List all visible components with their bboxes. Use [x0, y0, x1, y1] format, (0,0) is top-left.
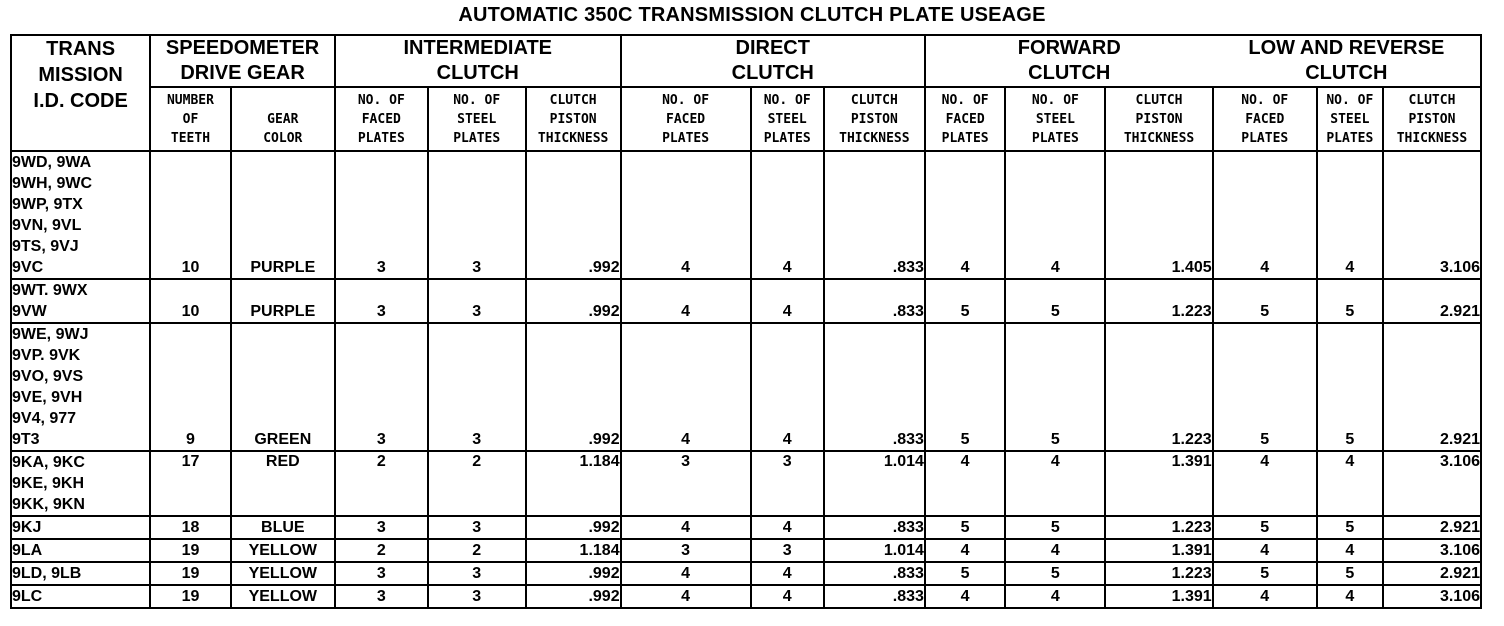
table-row: [11, 539, 1481, 562]
header-line: NO. OF: [357, 92, 405, 108]
header-line: PISTON: [1135, 111, 1183, 127]
header-line: PISTON: [549, 111, 597, 127]
cell-fwd-piston: 1.391: [1105, 539, 1212, 562]
header-line: PLATES: [763, 130, 811, 146]
header-line: PISTON: [1408, 111, 1456, 127]
header-trans-id: [11, 35, 150, 151]
cell-fwd-piston: 1.223: [1105, 516, 1212, 539]
cell-lr-faced: 4: [1213, 539, 1317, 562]
cell-lr-piston: 2.921: [1383, 323, 1481, 451]
cell-fwd-piston: 1.223: [1105, 562, 1212, 585]
cell-dir-piston: 1.014: [824, 451, 925, 516]
cell-dir-piston: .833: [824, 323, 925, 451]
trans-id-code: 9WT. 9WX: [12, 282, 88, 299]
header-line: CLUTCH: [1408, 92, 1456, 108]
cell-teeth: 9: [150, 323, 230, 451]
trans-id-code: 9KE, 9KH: [12, 475, 85, 492]
cell-int-steel: 2: [428, 451, 526, 516]
trans-id-code: 9VN, 9VL: [12, 217, 82, 234]
header-line: THICKNESS: [1396, 130, 1468, 146]
header-line: PLATES: [1241, 130, 1289, 146]
cell-dir-faced: 4: [621, 562, 751, 585]
cell-int-piston: .992: [526, 562, 621, 585]
header-line: NO. OF: [1241, 92, 1289, 108]
header-speedometer-line: DRIVE GEAR: [180, 62, 305, 84]
trans-id-codes: [11, 451, 150, 516]
cell-lr-piston: 2.921: [1383, 562, 1481, 585]
cell-color: YELLOW: [231, 539, 335, 562]
trans-id-code: 9KA, 9KC: [12, 454, 85, 471]
trans-id-code: 9LA: [12, 542, 43, 559]
header-line: FACED: [945, 111, 985, 127]
trans-id-code: 9KK, 9KN: [12, 496, 85, 513]
cell-lr-faced: 5: [1213, 562, 1317, 585]
trans-id-codes: [11, 151, 150, 279]
cell-int-faced: 3: [335, 323, 428, 451]
cell-lr-piston: 2.921: [1383, 516, 1481, 539]
header-line: OF: [182, 111, 199, 127]
trans-id-code: 9WP, 9TX: [12, 196, 83, 213]
header-line: THICKNESS: [1123, 130, 1195, 146]
header-line: CLUTCH: [1135, 92, 1183, 108]
cell-color: GREEN: [231, 323, 335, 451]
header-piston-thickness-low-reverse: [1383, 87, 1481, 151]
trans-id-code: 9WD, 9WA: [12, 154, 92, 171]
cell-int-faced: 3: [335, 516, 428, 539]
trans-id-code: 9TS, 9VJ: [12, 238, 79, 255]
cell-lr-steel: 4: [1317, 151, 1383, 279]
header-line: PLATES: [1326, 130, 1374, 146]
cell-dir-faced: 3: [621, 451, 751, 516]
cell-teeth: 19: [150, 539, 230, 562]
header-line: TEETH: [170, 130, 211, 146]
header-line: NO. OF: [941, 92, 989, 108]
cell-lr-piston: 3.106: [1383, 539, 1481, 562]
cell-int-piston: .992: [526, 585, 621, 608]
trans-id-codes: [11, 323, 150, 451]
trans-id-code: 9T3: [12, 431, 40, 448]
cell-int-faced: 2: [335, 539, 428, 562]
cell-dir-piston: .833: [824, 562, 925, 585]
cell-int-steel: 2: [428, 539, 526, 562]
cell-int-steel: 3: [428, 585, 526, 608]
header-steel-plates-intermediate: [428, 87, 526, 151]
header-steel-plates-forward: [1005, 87, 1105, 151]
cell-dir-steel: 3: [751, 539, 824, 562]
cell-dir-faced: 4: [621, 516, 751, 539]
cell-int-piston: .992: [526, 151, 621, 279]
header-line: COLOR: [263, 131, 303, 146]
header-forward: [925, 35, 1213, 87]
trans-id-code: 9VW: [12, 303, 47, 320]
cell-dir-faced: 4: [621, 585, 751, 608]
header-steel-plates-low-reverse: [1317, 87, 1383, 151]
header-line: STEEL: [1330, 111, 1370, 127]
table-row: [11, 516, 1481, 539]
cell-fwd-faced: 4: [925, 539, 1005, 562]
trans-id-code: 9WE, 9WJ: [12, 326, 89, 343]
header-piston-thickness-direct: [824, 87, 925, 151]
cell-dir-steel: 4: [751, 516, 824, 539]
cell-lr-steel: 5: [1317, 279, 1383, 323]
header-line: NO. OF: [662, 92, 710, 108]
cell-dir-steel: 4: [751, 585, 824, 608]
cell-teeth: 10: [150, 151, 230, 279]
cell-fwd-steel: 5: [1005, 516, 1105, 539]
cell-fwd-faced: 5: [925, 516, 1005, 539]
trans-id-code: 9VO, 9VS: [12, 368, 84, 385]
trans-id-code: 9V4, 977: [12, 410, 77, 427]
trans-id-codes: [11, 539, 150, 562]
trans-id-code: 9LC: [12, 588, 43, 605]
header-line: THICKNESS: [839, 130, 910, 146]
cell-dir-steel: 4: [751, 279, 824, 323]
header-trans-id-line: I.D. CODE: [33, 90, 128, 112]
cell-dir-piston: .833: [824, 585, 925, 608]
header-trans-id-line: TRANS: [46, 38, 116, 60]
cell-lr-steel: 5: [1317, 562, 1383, 585]
header-intermediate-line: CLUTCH: [436, 62, 519, 84]
header-number-of-teeth: [150, 87, 230, 151]
cell-fwd-faced: 4: [925, 585, 1005, 608]
header-line: NO. OF: [763, 92, 811, 108]
header-gear-color: [231, 87, 335, 151]
header-line: FACED: [361, 111, 401, 127]
table-body: [11, 151, 1481, 608]
cell-int-piston: 1.184: [526, 451, 621, 516]
cell-fwd-faced: 5: [925, 323, 1005, 451]
cell-fwd-faced: 4: [925, 151, 1005, 279]
header-trans-id-line: MISSION: [38, 64, 123, 86]
trans-id-code: 9VE, 9VH: [12, 389, 83, 406]
cell-lr-faced: 4: [1213, 585, 1317, 608]
header-piston-thickness-intermediate: [526, 87, 621, 151]
trans-id-codes: [11, 562, 150, 585]
cell-teeth: 19: [150, 562, 230, 585]
cell-lr-steel: 4: [1317, 451, 1383, 516]
cell-lr-steel: 4: [1317, 539, 1383, 562]
cell-dir-steel: 4: [751, 323, 824, 451]
cell-fwd-steel: 4: [1005, 585, 1105, 608]
cell-teeth: 17: [150, 451, 230, 516]
header-faced-plates-direct: [621, 87, 751, 151]
header-low-reverse-line: CLUTCH: [1305, 62, 1388, 84]
cell-int-steel: 3: [428, 562, 526, 585]
cell-lr-faced: 4: [1213, 151, 1317, 279]
trans-id-codes: [11, 585, 150, 608]
cell-fwd-steel: 4: [1005, 451, 1105, 516]
header-line: PLATES: [1031, 130, 1079, 146]
header-intermediate: [335, 35, 621, 87]
cell-int-steel: 3: [428, 323, 526, 451]
cell-int-steel: 3: [428, 516, 526, 539]
header-line: CLUTCH: [549, 92, 597, 108]
header-faced-plates-intermediate: [335, 87, 428, 151]
cell-lr-faced: 5: [1213, 516, 1317, 539]
header-line: STEEL: [457, 111, 497, 127]
table-row: [11, 323, 1481, 451]
cell-dir-piston: .833: [824, 279, 925, 323]
cell-fwd-piston: 1.405: [1105, 151, 1212, 279]
cell-fwd-steel: 5: [1005, 279, 1105, 323]
header-forward-line: FORWARD: [1017, 37, 1121, 59]
header-speedometer-line: SPEEDOMETER: [165, 37, 320, 59]
cell-int-faced: 3: [335, 562, 428, 585]
header-line: PLATES: [941, 130, 989, 146]
cell-color: BLUE: [231, 516, 335, 539]
cell-fwd-steel: 5: [1005, 323, 1105, 451]
cell-teeth: 10: [150, 279, 230, 323]
header-faced-plates-forward: [925, 87, 1005, 151]
header-line: CLUTCH: [850, 92, 898, 108]
cell-int-piston: .992: [526, 279, 621, 323]
cell-lr-piston: 3.106: [1383, 585, 1481, 608]
cell-lr-faced: 4: [1213, 451, 1317, 516]
trans-id-code: 9KJ: [12, 519, 42, 536]
cell-dir-steel: 3: [751, 451, 824, 516]
trans-id-code: 9VC: [12, 259, 44, 276]
trans-id-code: 9VP. 9VK: [12, 347, 81, 364]
cell-fwd-piston: 1.223: [1105, 323, 1212, 451]
cell-lr-piston: 3.106: [1383, 451, 1481, 516]
cell-teeth: 18: [150, 516, 230, 539]
cell-color: YELLOW: [231, 562, 335, 585]
cell-fwd-faced: 5: [925, 279, 1005, 323]
cell-int-steel: 3: [428, 151, 526, 279]
cell-dir-piston: 1.014: [824, 539, 925, 562]
header-line: FACED: [666, 111, 706, 127]
table-row: [11, 585, 1481, 608]
cell-fwd-piston: 1.391: [1105, 451, 1212, 516]
header-line: NO. OF: [453, 92, 501, 108]
cell-dir-faced: 4: [621, 151, 751, 279]
header-line: PLATES: [357, 130, 405, 146]
cell-int-piston: .992: [526, 323, 621, 451]
trans-id-codes: [11, 279, 150, 323]
header-intermediate-line: INTERMEDIATE: [403, 37, 552, 59]
cell-dir-piston: .833: [824, 516, 925, 539]
header-direct-line: CLUTCH: [731, 62, 814, 84]
cell-lr-piston: 3.106: [1383, 151, 1481, 279]
cell-fwd-steel: 4: [1005, 539, 1105, 562]
header-direct: [621, 35, 925, 87]
header-line: NUMBER: [166, 92, 214, 108]
cell-lr-piston: 2.921: [1383, 279, 1481, 323]
header-line: NO. OF: [1031, 92, 1079, 108]
cell-lr-faced: 5: [1213, 323, 1317, 451]
header-piston-thickness-forward: [1105, 87, 1212, 151]
cell-color: RED: [231, 451, 335, 516]
trans-id-code: 9WH, 9WC: [12, 175, 92, 192]
cell-fwd-faced: 4: [925, 451, 1005, 516]
cell-lr-steel: 5: [1317, 323, 1383, 451]
header-line: PISTON: [850, 111, 898, 127]
header-direct-line: DIRECT: [735, 37, 810, 59]
header-speedometer: [150, 35, 335, 87]
cell-fwd-piston: 1.223: [1105, 279, 1212, 323]
cell-int-faced: 3: [335, 151, 428, 279]
header-line: STEEL: [1035, 111, 1075, 127]
cell-dir-faced: 3: [621, 539, 751, 562]
cell-int-faced: 2: [335, 451, 428, 516]
cell-color: PURPLE: [231, 279, 335, 323]
cell-fwd-piston: 1.391: [1105, 585, 1212, 608]
table-row: [11, 151, 1481, 279]
cell-lr-steel: 5: [1317, 516, 1383, 539]
page-title: AUTOMATIC 350C TRANSMISSION CLUTCH PLATE USEAGE: [458, 4, 1046, 26]
header-faced-plates-low-reverse: [1213, 87, 1317, 151]
header-low-reverse: [1213, 35, 1481, 87]
header-forward-line: CLUTCH: [1028, 62, 1111, 84]
cell-int-steel: 3: [428, 279, 526, 323]
trans-id-codes: [11, 516, 150, 539]
table-row: [11, 279, 1481, 323]
cell-dir-steel: 4: [751, 151, 824, 279]
header-line: NO. OF: [1326, 92, 1374, 108]
cell-fwd-faced: 5: [925, 562, 1005, 585]
cell-fwd-steel: 4: [1005, 151, 1105, 279]
header-line: GEAR: [267, 112, 299, 127]
cell-dir-piston: .833: [824, 151, 925, 279]
header-line: FACED: [1245, 111, 1285, 127]
cell-color: YELLOW: [231, 585, 335, 608]
clutch-plate-table: [10, 34, 1482, 609]
header-low-reverse-line: LOW AND REVERSE: [1248, 37, 1445, 59]
cell-int-piston: .992: [526, 516, 621, 539]
cell-int-faced: 3: [335, 279, 428, 323]
cell-dir-faced: 4: [621, 323, 751, 451]
cell-int-faced: 3: [335, 585, 428, 608]
table-row: [11, 562, 1481, 585]
cell-fwd-steel: 5: [1005, 562, 1105, 585]
header-steel-plates-direct: [751, 87, 824, 151]
header-line: STEEL: [767, 111, 807, 127]
header-line: THICKNESS: [537, 130, 609, 146]
cell-teeth: 19: [150, 585, 230, 608]
cell-dir-steel: 4: [751, 562, 824, 585]
header-line: PLATES: [453, 130, 501, 146]
trans-id-code: 9LD, 9LB: [12, 565, 82, 582]
cell-lr-steel: 4: [1317, 585, 1383, 608]
cell-int-piston: 1.184: [526, 539, 621, 562]
subheader-row: [11, 87, 1481, 151]
table-row: [11, 451, 1481, 516]
cell-color: PURPLE: [231, 151, 335, 279]
cell-lr-faced: 5: [1213, 279, 1317, 323]
header-line: PLATES: [662, 130, 710, 146]
cell-dir-faced: 4: [621, 279, 751, 323]
